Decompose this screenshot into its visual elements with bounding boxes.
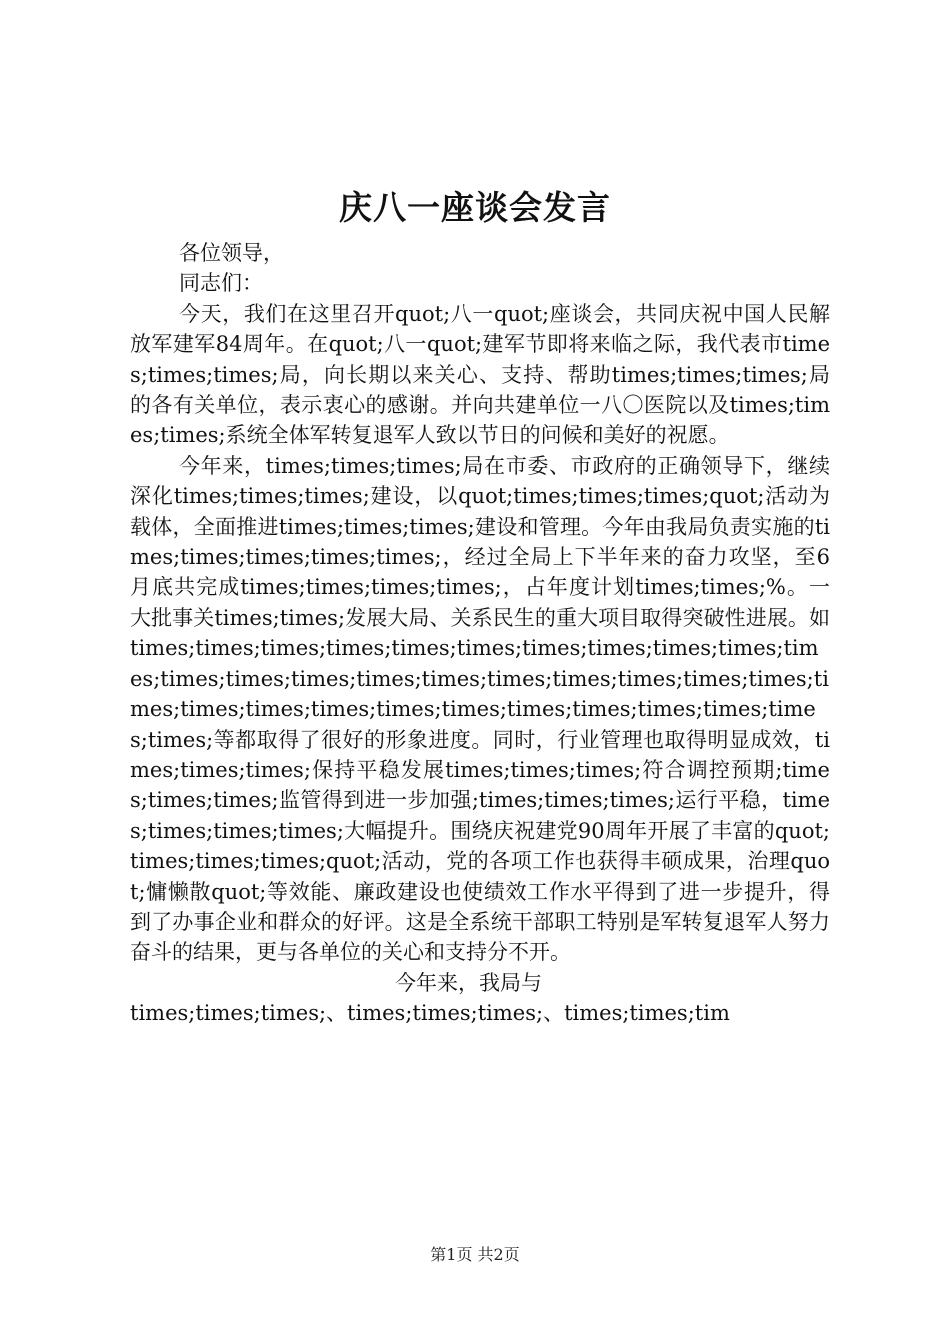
document-body [130,238,830,1029]
paragraph-opening: 今天，我们在这里召开quot;八一quot;座谈会，共同庆祝中国人民解放军建军84周年。在quot;八一quot;建军节即将来临之际，我代表市times;times;times;局，向长期以来关心、支持、帮助times;times;times;局的各有关单位，表示衷心的感谢。并向共建单位一八〇医院以及times;times;times;系统全体军转复退军人致以节日的问候和美好的祝愿。 [130,301,830,448]
greeting-comrades: 同志们： [179,271,263,296]
page-title: 庆八一座谈会发言 [339,188,611,227]
paragraph-continued-line2: times;times;times;、times;times;times;、times;times;tim [130,1001,730,1026]
paragraph-continued-line1: 今年来，我局与 [395,970,542,995]
page-footer: 第1页 共2页 [430,1245,520,1264]
paragraph-achievements: 今年来，times;times;times;局在市委、市政府的正确领导下，继续深化times;times;times;建设，以quot;times;times;times;quot;活动为载体，全面推进times;times;times;建设和管理。今年由我局负责实施的times;times;times;times;times;，经过全局上下半年来的奋力攻坚，至6月底共完成times;times;times;times;，占年度计划times;times;%。一大批事关times;times;发展大局、关系民生的重大项目取得突破性进展。如times;times;times;times;times;times;times;times;times;times;times;times;times;times;times;times;times;times;times;times;times;times;times;times;times;times;times;times;times;times;times;times;times;等都取得了很好的形象进度。同时，行业管理也取得明显成效，times;times;times;保持平稳发展times;times;times;符合调控预期;times;times;times;监管得到进一步加强;times;times;times;运行平稳，times;times;times;times;大幅提升。围绕庆祝建党90周年开展了丰富的quot;times;times;times;quot;活动，党的各项工作也获得丰硕成果，治理quot;慵懒散quot;等效能、廉政建设也使绩效工作水平得到了进一步提升，得到了办事企业和群众的好评。这是全系统干部职工特别是军转复退军人努力奋斗的结果，更与各单位的关心和支持分不开。 [130,453,830,965]
greeting-leaders: 各位领导， [179,241,284,265]
